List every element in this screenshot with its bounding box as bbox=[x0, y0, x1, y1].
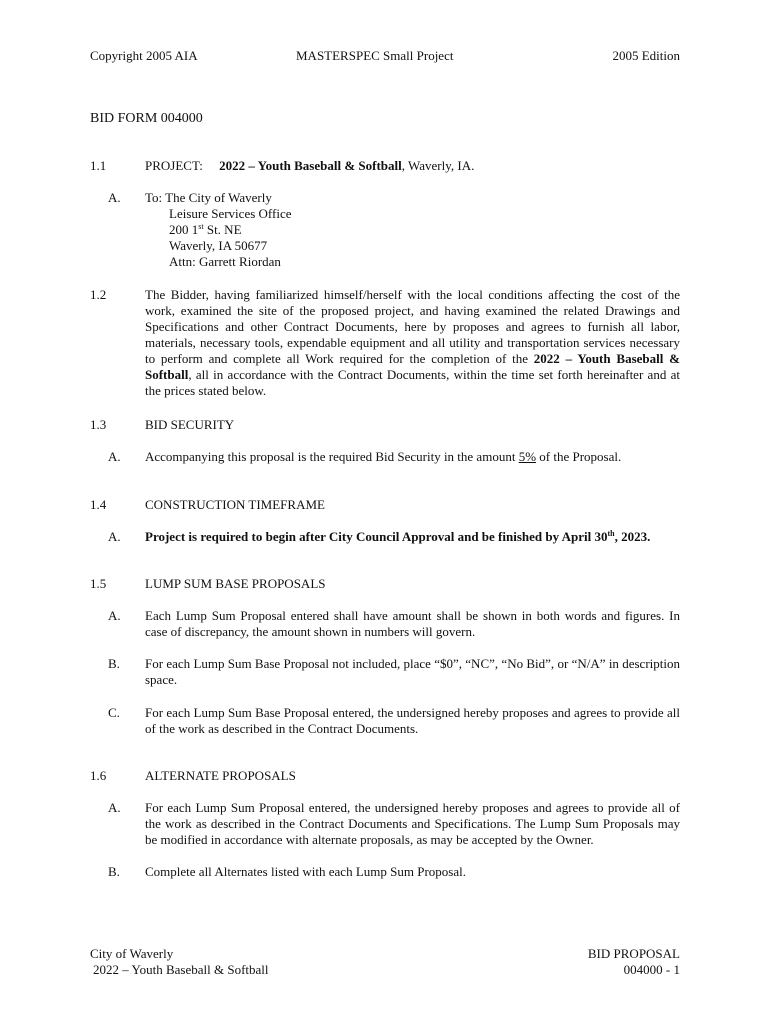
section-heading: BID SECURITY bbox=[145, 417, 235, 432]
footer-owner: City of Waverly bbox=[90, 946, 174, 961]
section-body bbox=[145, 158, 680, 174]
address-office: Leisure Services Office bbox=[169, 206, 292, 221]
address-to: To: The City of Waverly bbox=[145, 190, 272, 205]
section-1-6 bbox=[90, 768, 680, 784]
section-1-4-a bbox=[90, 529, 680, 545]
footer-doc-title: BID PROPOSAL bbox=[587, 946, 680, 961]
section-1-3 bbox=[90, 417, 680, 433]
section-1-4 bbox=[90, 497, 680, 513]
item-letter: A. bbox=[108, 608, 121, 623]
section-heading: ALTERNATE PROPOSALS bbox=[145, 768, 296, 783]
section-heading: CONSTRUCTION TIMEFRAME bbox=[145, 497, 325, 512]
page-footer-right bbox=[588, 946, 680, 978]
page-footer-left bbox=[90, 946, 269, 978]
header-masterspec: MASTERSPEC Small Project bbox=[296, 48, 454, 63]
item-letter: A. bbox=[108, 529, 121, 544]
header-copyright: Copyright 2005 AIA bbox=[90, 48, 198, 63]
footer-page-number: 004000 - 1 bbox=[623, 962, 680, 977]
section-1-3-a bbox=[90, 449, 680, 465]
address-attn: Attn: Garrett Riordan bbox=[169, 254, 281, 269]
item-letter: B. bbox=[108, 656, 120, 671]
document-title: BID FORM 004000 bbox=[90, 111, 203, 126]
header-edition: 2005 Edition bbox=[612, 48, 680, 63]
address-city: Waverly, IA 50677 bbox=[169, 238, 268, 253]
section-number: 1.5 bbox=[90, 576, 107, 591]
item-letter: A. bbox=[108, 190, 121, 205]
section-1-6-a bbox=[90, 800, 680, 848]
item-letter: C. bbox=[108, 705, 120, 720]
project-name: 2022 – Youth Baseball & Softball bbox=[219, 158, 402, 173]
section-heading: LUMP SUM BASE PROPOSALS bbox=[145, 576, 326, 591]
item-letter: B. bbox=[108, 864, 120, 879]
item-text: For each Lump Sum Base Proposal entered, the undersigned hereby proposes and agrees to provide all of the work as described in the Contract Documents. bbox=[145, 705, 680, 736]
item-letter: A. bbox=[108, 449, 121, 464]
section-number: 1.6 bbox=[90, 768, 107, 783]
address-street: 200 1st St. NE bbox=[169, 222, 242, 237]
bid-security-amount: 5% bbox=[518, 449, 537, 464]
project-location: , Waverly, IA. bbox=[401, 158, 475, 173]
section-1-1-a bbox=[90, 190, 680, 270]
section-1-2 bbox=[90, 287, 680, 399]
address-block bbox=[145, 190, 680, 270]
project-label: PROJECT: bbox=[145, 158, 203, 173]
section-1-5-b bbox=[90, 656, 680, 688]
section-number: 1.3 bbox=[90, 417, 107, 432]
footer-project: 2022 – Youth Baseball & Softball bbox=[93, 962, 269, 977]
section-1-5-a bbox=[90, 608, 680, 640]
item-text: For each Lump Sum Base Proposal not included, place “$0”, “NC”, “No Bid”, or “N/A” in description space. bbox=[145, 656, 680, 687]
section-1-6-b bbox=[90, 864, 680, 880]
page-header bbox=[90, 48, 680, 64]
section-number: 1.1 bbox=[90, 158, 107, 173]
section-number: 1.2 bbox=[90, 287, 107, 302]
item-letter: A. bbox=[108, 800, 121, 815]
section-number: 1.4 bbox=[90, 497, 107, 512]
section-1-5 bbox=[90, 576, 680, 592]
item-text: Each Lump Sum Proposal entered shall have amount shall be shown in both words and figures. In case of discrepancy, the amount shown in numbers will govern. bbox=[145, 608, 680, 639]
timeframe-text: Project is required to begin after City Council Approval and be finished by April 30th, 2023. bbox=[145, 529, 651, 544]
section-1-5-c bbox=[90, 705, 680, 737]
bid-security-text: Accompanying this proposal is the required Bid Security in the amount 5% of the Proposal. bbox=[145, 449, 622, 464]
section-1-1 bbox=[90, 158, 680, 174]
item-text: For each Lump Sum Proposal entered, the undersigned hereby proposes and agrees to provide all of the work as described in the Contract Documents and Specifications. The Lump Sum Proposals may be modified in accordance with alternate proposals, as may be accepted by the Owner. bbox=[145, 800, 680, 847]
bidder-statement: The Bidder, having familiarized himself/herself with the local conditions affecting the cost of the work, examined the site of the proposed project, and having examined the related Drawings and Specifications and other Contract Documents, here by proposes and agrees to furnish all labor, materials, necessary tools, expendable equipment and all utility and transportation services necessary to perform and complete all Work required for the completion of the 2022 – Youth Baseball & Softball, all in accordance with the Contract Documents, within the time set forth hereinafter and at the prices stated below. bbox=[145, 287, 680, 398]
item-text: Complete all Alternates listed with each Lump Sum Proposal. bbox=[145, 864, 466, 879]
